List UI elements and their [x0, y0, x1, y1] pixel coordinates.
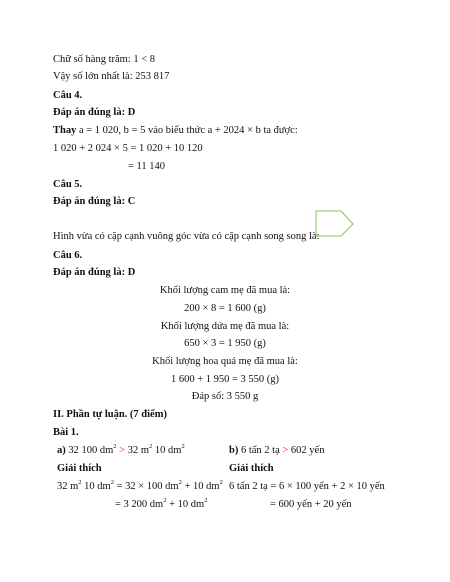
superscript: 2 [110, 478, 114, 486]
exercise-heading: Bài 1. [53, 427, 79, 438]
part-b-label: b) [229, 445, 239, 456]
solution-line: 650 × 3 = 1 950 (g) [184, 338, 266, 349]
text-span: + 10 dm [181, 481, 220, 492]
bold-word: Thay [53, 125, 77, 136]
superscript: 2 [163, 496, 167, 504]
explanation-line-a [57, 480, 223, 493]
explanation-heading-b: Giải thích [229, 463, 274, 474]
explanation-heading-a: Giải thích [57, 463, 102, 474]
answer-6: Đáp án đúng là: D [53, 267, 136, 278]
superscript: 2 [149, 442, 153, 450]
pentagon-shape [315, 210, 355, 238]
question-heading-6: Câu 6. [53, 250, 83, 261]
comparison-sign: > [116, 445, 128, 456]
text-span: 32 100 dm [65, 445, 114, 456]
superscript: 2 [204, 496, 208, 504]
explanation-line-a [115, 498, 207, 511]
part-a-label: a) [57, 445, 66, 456]
explanation-line-b: = 600 yến + 20 yến [270, 499, 352, 510]
part-a-comparison [57, 444, 185, 457]
comparison-sign: > [279, 445, 291, 456]
section-heading: II. Phần tự luận. (7 điểm) [53, 409, 167, 420]
solution-line: 1 600 + 1 950 = 3 550 (g) [170, 374, 280, 385]
text-span: 32 m [57, 481, 79, 492]
superscript: 2 [113, 442, 117, 450]
text-span: a = 1 020, b = 5 vào biểu thức a + 2024 × b ta được: [76, 125, 298, 136]
text-span: 10 dm [152, 445, 182, 456]
text-span: 10 dm [81, 481, 111, 492]
superscript: 2 [181, 442, 185, 450]
text-span: = 32 × 100 dm [113, 481, 179, 492]
solution-answer: Đáp số: 3 550 g [191, 391, 259, 402]
text-span: 6 tấn 2 tạ [238, 445, 280, 456]
answer-4: Đáp án đúng là: D [53, 107, 136, 118]
text-line: Vậy số lớn nhất là: 253 817 [53, 71, 170, 82]
part-b-comparison [229, 444, 324, 457]
superscript: 2 [78, 478, 82, 486]
superscript: 2 [219, 478, 223, 486]
question-heading-5: Câu 5. [53, 179, 83, 190]
solution-line: Khối lượng dứa mẹ đã mua là: [160, 321, 290, 332]
text-line [53, 124, 298, 137]
text-span: 602 yến [290, 445, 325, 456]
calc-line: 1 020 + 2 024 × 5 = 1 020 + 10 120 [53, 143, 203, 154]
solution-line: 200 × 8 = 1 600 (g) [184, 303, 266, 314]
shape-question-text: Hình vừa có cặp cạnh vuông góc vừa có cặp cạnh song song là: [53, 231, 320, 242]
text-line: Chữ số hàng trăm: 1 < 8 [53, 54, 156, 65]
text-span: 32 m [127, 445, 150, 456]
question-heading-4: Câu 4. [53, 90, 83, 101]
superscript: 2 [178, 478, 182, 486]
text-span: + 10 dm [166, 499, 205, 510]
solution-line: Khối lượng cam mẹ đã mua là: [159, 285, 291, 296]
calc-line: = 11 140 [128, 161, 166, 172]
explanation-line-b: 6 tấn 2 tạ = 6 × 100 yến + 2 × 10 yến [229, 481, 385, 492]
text-span: = 3 200 dm [115, 499, 164, 510]
solution-line: Khối lượng hoa quả mẹ đã mua là: [152, 356, 298, 367]
answer-5: Đáp án đúng là: C [53, 196, 136, 207]
